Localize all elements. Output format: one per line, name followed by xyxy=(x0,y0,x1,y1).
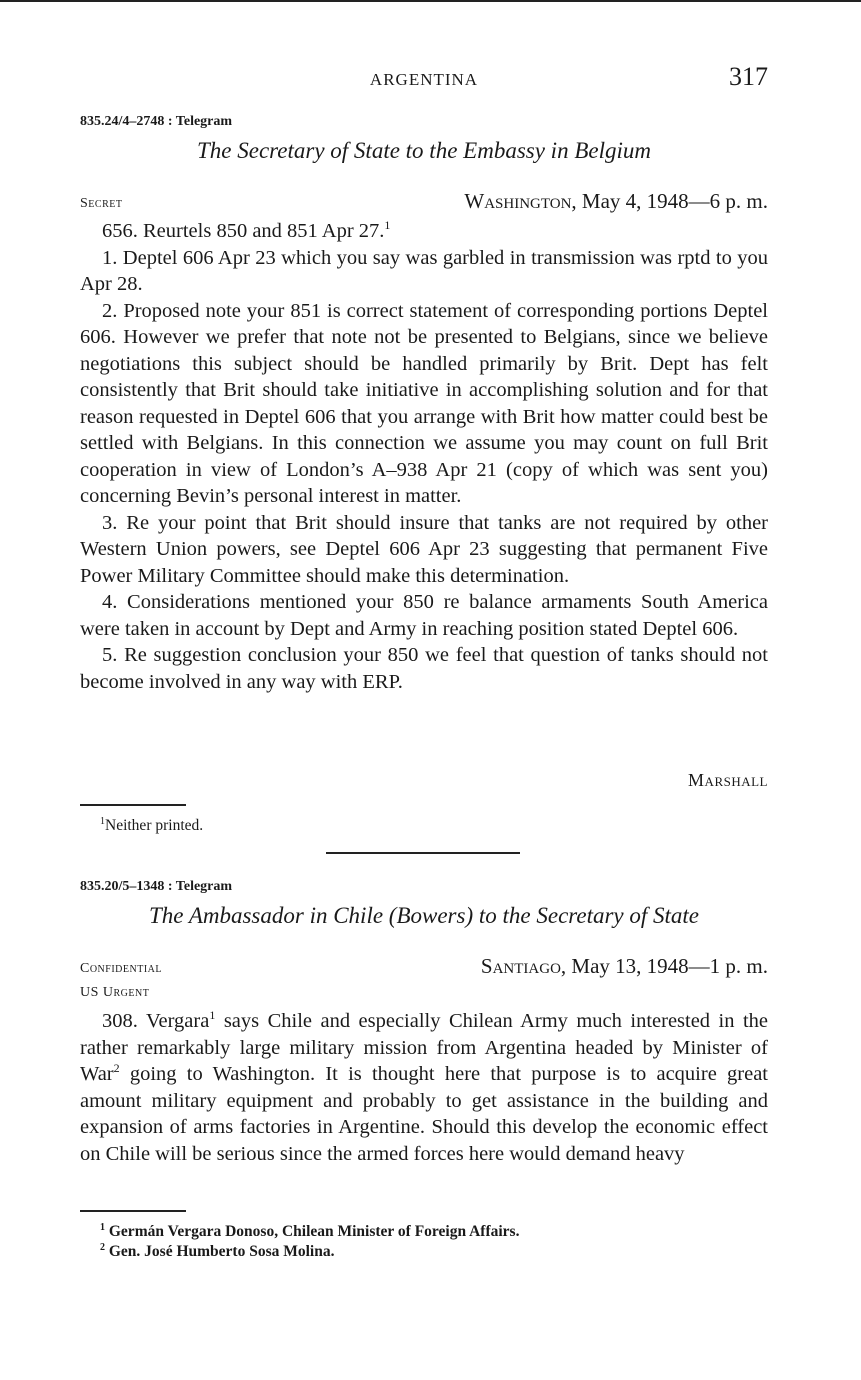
footnote-reference: 1 xyxy=(384,218,391,233)
doc1-paragraph-0: 656. Reurtels 850 and 851 Apr 27.$^1$ xyxy=(102,218,391,242)
doc1-title: The Secretary of State to the Embassy in Belgium xyxy=(197,138,651,163)
doc1-paragraph-2: 2. Proposed note your 851 is correct statement of corresponding portions Deptel 606. However we prefer that note not be presented to Belgians, since we believe negotiations this subject should be handled primarily by Brit. Dept has felt consistently that Brit should take initiative in accomplishing solution and for that reason requested in Deptel 606 that you arrange with Brit how matter could best be settled with Belgians. In this connection we assume you may count on full Brit cooperation in view of London’s A–938 Apr 21 (copy of which was sent you) concerning Bevin’s personal interest in matter. xyxy=(80,299,768,507)
doc1-footnote-rule xyxy=(80,804,186,806)
doc2-paragraph-0: 308. Vergara$^1$ says Chile and especially Chilean Army much interested in the rather remarkably large military mission from Argentina headed by Minister of War$^2$ going to Washington. It is thought here that purpose is to acquire great amount military equipment and probably to get assistance in the building and expansion of arms factories in Argentine. Should this develop the economic effect on Chile will be serious since the armed forces here would demand heavy xyxy=(80,1008,768,1165)
doc1-paragraph-5: 5. Re suggestion conclusion your 850 we feel that question of tanks should not become involved in any way with ERP. xyxy=(80,644,768,693)
doc1-signature: Marshall xyxy=(688,770,768,790)
doc2-place-date xyxy=(481,954,768,979)
section-divider-rule xyxy=(326,852,520,854)
doc2-dateline xyxy=(80,949,768,979)
doc1-place-date xyxy=(464,189,768,214)
doc2-footnote-2: $^2$ Gen. José Humberto Sosa Molina. xyxy=(100,1241,335,1260)
doc1-dateline xyxy=(80,184,768,214)
running-title: ARGENTINA xyxy=(369,70,479,89)
doc2-footnote-1: $^1$ Germán Vergara Donoso, Chilean Minister of Foreign Affairs. xyxy=(100,1221,520,1240)
doc2-footnote-rule xyxy=(80,1210,186,1212)
page-number: 317 xyxy=(729,62,768,91)
doc2-date: , May 13, 1948—1 p. m. xyxy=(560,954,768,978)
doc2-body xyxy=(80,1008,768,1167)
doc1-paragraph-4: 4. Considerations mentioned your 850 re balance armaments South America were taken in account by Dept and Army in reaching position stated Deptel 606. xyxy=(80,591,768,640)
doc1-paragraph-1: 1. Deptel 606 Apr 23 which you say was garbled in transmission was rptd to you Apr 28. xyxy=(80,246,768,295)
doc1-file-reference: 835.24/4–2748 : Telegram xyxy=(80,114,233,129)
footnote-reference: 1 xyxy=(209,1008,216,1023)
doc1-place: Washington xyxy=(464,189,572,213)
doc2-file-reference: 835.20/5–1348 : Telegram xyxy=(80,879,233,894)
doc1-date: , May 4, 1948—6 p. m. xyxy=(571,189,768,213)
doc2-classification-2: US Urgent xyxy=(80,985,150,1000)
doc2-classification-1: Confidential xyxy=(80,961,162,976)
doc2-place: Santiago xyxy=(480,954,561,978)
doc2-title: The Ambassador in Chile (Bowers) to the Secretary of State xyxy=(148,903,700,928)
doc1-classification: Secret xyxy=(80,196,123,211)
footnote-reference: 2 xyxy=(113,1061,120,1076)
doc1-body xyxy=(80,218,768,695)
doc1-footnote-1: $^1$Neither printed. xyxy=(100,815,204,834)
page-top-rule xyxy=(0,0,861,2)
doc1-paragraph-3: 3. Re your point that Brit should insure that tanks are not required by other Western Union powers, see Deptel 606 Apr 23 suggesting that permanent Five Power Military Committee should make this determination. xyxy=(80,511,768,587)
running-head xyxy=(80,62,768,98)
